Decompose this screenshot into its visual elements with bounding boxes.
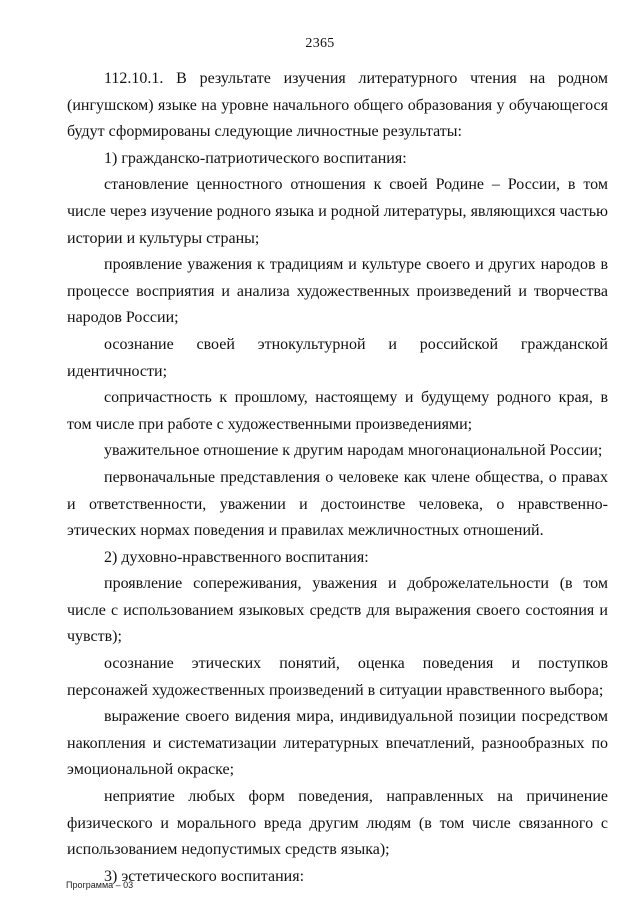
paragraph: сопричастность к прошлому, настоящему и будущему родного края, в том числе при работе с художественными произведениями; <box>67 389 608 433</box>
paragraph-intro: 112.10.1. В результате изучения литературного чтения на родном (ингушском) языке на уровне начального общего образования у обучающегося будут сформированы следующие личностные результаты: <box>67 70 608 141</box>
section-heading-moral: 2) духовно-нравственного воспитания: <box>104 548 369 566</box>
paragraph: проявление уважения к традициям и культуре своего и других народов в процессе восприятия и анализа художественных произведений и творчества народов России; <box>67 256 608 327</box>
page-number: 2365 <box>305 36 335 51</box>
paragraph: становление ценностного отношения к своей Родине – России, в том числе через изучение родного языка и родной литературы, являющихся частью истории и культуры страны; <box>67 176 608 247</box>
paragraph: уважительное отношение к другим народам многонациональной России; <box>104 442 603 460</box>
section-heading-aesthetic: 3) эстетического воспитания: <box>104 867 305 885</box>
document-body <box>67 66 608 890</box>
paragraph: первоначальные представления о человеке как члене общества, о правах и ответственности, уважении и достоинстве человека, о нравственно-этических нормах поведения и правилах межличностных отношений. <box>67 468 608 540</box>
paragraph: осознание этических понятий, оценка поведения и поступков персонажей художественных произведений в ситуации нравственного выбора; <box>67 655 608 699</box>
paragraph: проявление сопереживания, уважения и доброжелательности (в том числе с использованием языковых средств для выражения своего состояния и чувств); <box>67 575 608 646</box>
section-heading-civic: 1) гражданско-патриотического воспитания: <box>104 149 407 167</box>
paragraph: осознание своей этнокультурной и российской гражданской идентичности; <box>67 335 608 380</box>
paragraph: неприятие любых форм поведения, направленных на причинение физического и морального вреда другим людям (в том числе связанного с использованием недопустимых средств языка); <box>67 788 608 859</box>
footer-label: Программа – 03 <box>66 880 134 890</box>
paragraph: выражение своего видения мира, индивидуальной позиции посредством накопления и систематизации литературных впечатлений, разнообразных по эмоциональной окраске; <box>67 708 608 779</box>
